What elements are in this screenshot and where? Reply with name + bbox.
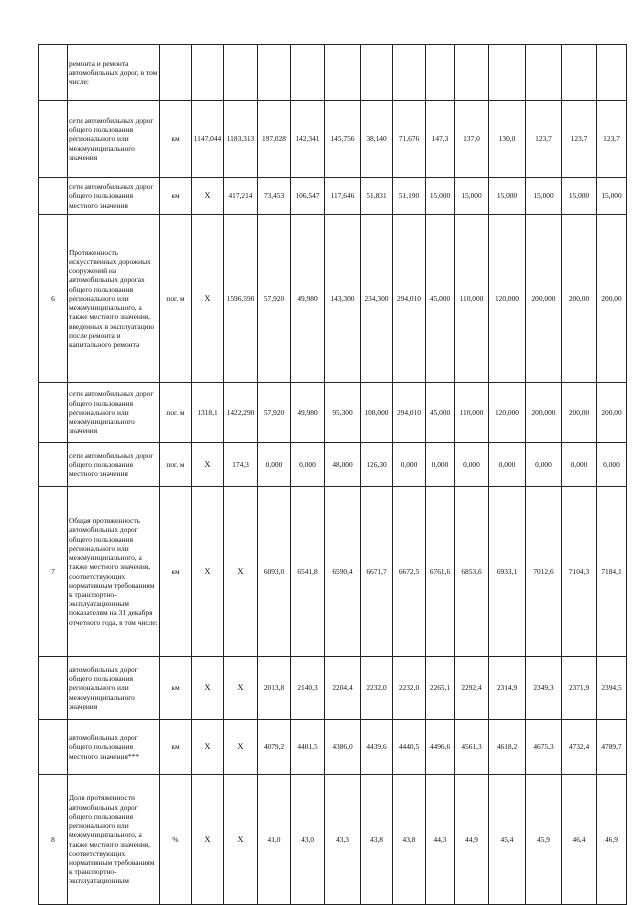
table-body <box>39 45 627 905</box>
value-cell: 143,300 <box>325 215 361 383</box>
unit-cell: пог. м <box>160 383 192 443</box>
unit-cell: км <box>160 657 192 720</box>
table-row <box>39 101 627 178</box>
value-cell: 2013,8 <box>258 657 291 720</box>
value-cell: Х <box>192 720 224 775</box>
indicator-label: сети автомобильных дорог общего пользования местного значения <box>68 178 160 215</box>
value-cell: 51,190 <box>393 178 426 215</box>
value-cell: 200,00 <box>562 383 597 443</box>
value-cell <box>361 45 393 101</box>
value-cell: 200,000 <box>526 215 562 383</box>
value-cell: 15,000 <box>489 178 526 215</box>
value-cell: 234,300 <box>361 215 393 383</box>
indicator-label: сети автомобильных дорог общего пользования регионального или межмуниципального значения <box>68 383 160 443</box>
value-cell: 117,646 <box>325 178 361 215</box>
value-cell: 6671,7 <box>361 487 393 657</box>
value-cell <box>325 45 361 101</box>
value-cell: 45,4 <box>489 775 526 905</box>
unit-cell: пог. м <box>160 215 192 383</box>
value-cell <box>393 45 426 101</box>
indicator-label: сети автомобильных дорог общего пользования регионального или межмуниципального значения <box>68 101 160 178</box>
value-cell: 4675,3 <box>526 720 562 775</box>
value-cell: 123,7 <box>526 101 562 178</box>
value-cell <box>455 45 489 101</box>
value-cell: 45,9 <box>526 775 562 905</box>
value-cell: 2292,4 <box>455 657 489 720</box>
value-cell: 4440,5 <box>393 720 426 775</box>
row-number: 6 <box>39 215 68 383</box>
indicators-table <box>38 44 627 905</box>
value-cell: 1596,590 <box>224 215 258 383</box>
value-cell: 38,140 <box>361 101 393 178</box>
indicator-label: Общая протяженность автомобильных дорог общего пользования регионального или межмуниципального, а также местного значения, соответствующих нормативным требованиям к транспортно-эксплуатационным показателям на 31 декабря отчетного года, в том числе: <box>68 487 160 657</box>
value-cell: 7184,1 <box>597 487 627 657</box>
value-cell: Х <box>192 775 224 905</box>
value-cell <box>258 45 291 101</box>
value-cell: Х <box>224 775 258 905</box>
indicator-label: ремонта и ремонта автомобильных дорог, в том числе: <box>68 45 160 101</box>
value-cell <box>291 45 325 101</box>
value-cell: 2394,5 <box>597 657 627 720</box>
value-cell: 106,547 <box>291 178 325 215</box>
value-cell: 43,3 <box>325 775 361 905</box>
value-cell: Х <box>192 487 224 657</box>
value-cell: 4561,3 <box>455 720 489 775</box>
unit-cell: км <box>160 101 192 178</box>
value-cell: 2371,9 <box>562 657 597 720</box>
indicator-label: автомобильных дорог общего пользования регионального или межмуниципального значения <box>68 657 160 720</box>
value-cell: 57,920 <box>258 215 291 383</box>
indicator-label: автомобильных дорог общего пользования местного значения*** <box>68 720 160 775</box>
value-cell <box>192 45 224 101</box>
table-row <box>39 443 627 487</box>
value-cell <box>562 45 597 101</box>
row-number <box>39 657 68 720</box>
unit-cell: % <box>160 775 192 905</box>
value-cell: 4401,5 <box>291 720 325 775</box>
table-row <box>39 383 627 443</box>
value-cell: 43,8 <box>361 775 393 905</box>
value-cell: 6933,1 <box>489 487 526 657</box>
value-cell: 51,831 <box>361 178 393 215</box>
value-cell: 130,0 <box>489 101 526 178</box>
value-cell: 120,000 <box>489 215 526 383</box>
row-number: 7 <box>39 487 68 657</box>
value-cell <box>224 45 258 101</box>
value-cell: 2204,4 <box>325 657 361 720</box>
value-cell: 110,000 <box>455 383 489 443</box>
value-cell: 142,341 <box>291 101 325 178</box>
table-row <box>39 720 627 775</box>
value-cell: 147,3 <box>426 101 455 178</box>
value-cell: 73,453 <box>258 178 291 215</box>
row-number <box>39 383 68 443</box>
value-cell: 46,4 <box>562 775 597 905</box>
value-cell: 4386,0 <box>325 720 361 775</box>
value-cell: 44,3 <box>426 775 455 905</box>
table-row <box>39 45 627 101</box>
table-row <box>39 657 627 720</box>
value-cell: 43,8 <box>393 775 426 905</box>
value-cell: 4618,2 <box>489 720 526 775</box>
value-cell: 2140,3 <box>291 657 325 720</box>
value-cell: 45,000 <box>426 383 455 443</box>
value-cell: 6672,5 <box>393 487 426 657</box>
value-cell: 6761,6 <box>426 487 455 657</box>
indicator-label: Доля протяженности автомобильных дорог общего пользования регионального или межмуниципального, а также местного значения, соответствующих нормативным требованиям к транспортно-эксплуатационным <box>68 775 160 905</box>
value-cell: 4496,6 <box>426 720 455 775</box>
value-cell: 137,0 <box>455 101 489 178</box>
value-cell: 1183,313 <box>224 101 258 178</box>
value-cell: 2349,3 <box>526 657 562 720</box>
value-cell: Х <box>224 657 258 720</box>
table-row <box>39 487 627 657</box>
value-cell: 6093,0 <box>258 487 291 657</box>
value-cell: 126,30 <box>361 443 393 487</box>
row-number <box>39 720 68 775</box>
table-row <box>39 215 627 383</box>
value-cell: 7012,6 <box>526 487 562 657</box>
value-cell: 123,7 <box>597 101 627 178</box>
indicator-label: Протяженность искусственных дорожных сооружений на автомобильных дорогах общего пользования регионального или межмуниципального, а также местного значения, введенных в эксплуатацию после ремонта и капитального ремонта <box>68 215 160 383</box>
value-cell: 45,000 <box>426 215 455 383</box>
row-number <box>39 45 68 101</box>
value-cell: 200,00 <box>562 215 597 383</box>
value-cell: 197,028 <box>258 101 291 178</box>
value-cell: Х <box>224 487 258 657</box>
value-cell: 145,756 <box>325 101 361 178</box>
value-cell: 4789,7 <box>597 720 627 775</box>
value-cell <box>426 45 455 101</box>
value-cell: 108,000 <box>361 383 393 443</box>
value-cell: 0,000 <box>258 443 291 487</box>
value-cell: 200,00 <box>597 215 627 383</box>
value-cell: 0,000 <box>291 443 325 487</box>
value-cell <box>597 45 627 101</box>
value-cell: 2232,0 <box>393 657 426 720</box>
value-cell: 200,000 <box>526 383 562 443</box>
value-cell: 417,214 <box>224 178 258 215</box>
value-cell: 110,000 <box>455 215 489 383</box>
value-cell: 0,000 <box>562 443 597 487</box>
value-cell: Х <box>192 443 224 487</box>
unit-cell: км <box>160 487 192 657</box>
value-cell: Х <box>192 215 224 383</box>
value-cell: 6541,8 <box>291 487 325 657</box>
value-cell: 200,00 <box>597 383 627 443</box>
value-cell: 49,980 <box>291 383 325 443</box>
value-cell: 95,300 <box>325 383 361 443</box>
value-cell: 6853,6 <box>455 487 489 657</box>
value-cell: 15,000 <box>455 178 489 215</box>
value-cell: 57,920 <box>258 383 291 443</box>
unit-cell: пог. м <box>160 443 192 487</box>
value-cell: 4732,4 <box>562 720 597 775</box>
table-row <box>39 775 627 905</box>
value-cell: 7104,3 <box>562 487 597 657</box>
value-cell: 0,000 <box>597 443 627 487</box>
value-cell: 43,0 <box>291 775 325 905</box>
value-cell: 123,7 <box>562 101 597 178</box>
value-cell: 71,676 <box>393 101 426 178</box>
value-cell: 2232,0 <box>361 657 393 720</box>
value-cell: 294,010 <box>393 383 426 443</box>
value-cell: 2265,1 <box>426 657 455 720</box>
row-number: 8 <box>39 775 68 905</box>
unit-cell: км <box>160 720 192 775</box>
value-cell: 15,000 <box>562 178 597 215</box>
value-cell: 0,000 <box>489 443 526 487</box>
unit-cell <box>160 45 192 101</box>
value-cell: Х <box>192 178 224 215</box>
indicator-label: сети автомобильных дорог общего пользования местного значения <box>68 443 160 487</box>
value-cell: 174,3 <box>224 443 258 487</box>
value-cell: 46,9 <box>597 775 627 905</box>
value-cell: 41,0 <box>258 775 291 905</box>
row-number <box>39 101 68 178</box>
value-cell: 15,000 <box>426 178 455 215</box>
value-cell: 49,980 <box>291 215 325 383</box>
value-cell: 15,000 <box>526 178 562 215</box>
value-cell: 4079,2 <box>258 720 291 775</box>
value-cell: 2314,9 <box>489 657 526 720</box>
unit-cell: км <box>160 178 192 215</box>
row-number <box>39 443 68 487</box>
value-cell: Х <box>192 657 224 720</box>
value-cell: 48,000 <box>325 443 361 487</box>
value-cell: 1147,044 <box>192 101 224 178</box>
value-cell: 294,010 <box>393 215 426 383</box>
row-number <box>39 178 68 215</box>
value-cell: 1422,290 <box>224 383 258 443</box>
value-cell: 120,000 <box>489 383 526 443</box>
value-cell: 6590,4 <box>325 487 361 657</box>
value-cell <box>526 45 562 101</box>
table-row <box>39 178 627 215</box>
value-cell: 0,000 <box>393 443 426 487</box>
value-cell <box>489 45 526 101</box>
value-cell: 15,000 <box>597 178 627 215</box>
value-cell: 4439,6 <box>361 720 393 775</box>
value-cell: 0,000 <box>526 443 562 487</box>
value-cell: 1318,1 <box>192 383 224 443</box>
value-cell: 0,000 <box>455 443 489 487</box>
value-cell: 0,000 <box>426 443 455 487</box>
value-cell: Х <box>224 720 258 775</box>
value-cell: 44,9 <box>455 775 489 905</box>
